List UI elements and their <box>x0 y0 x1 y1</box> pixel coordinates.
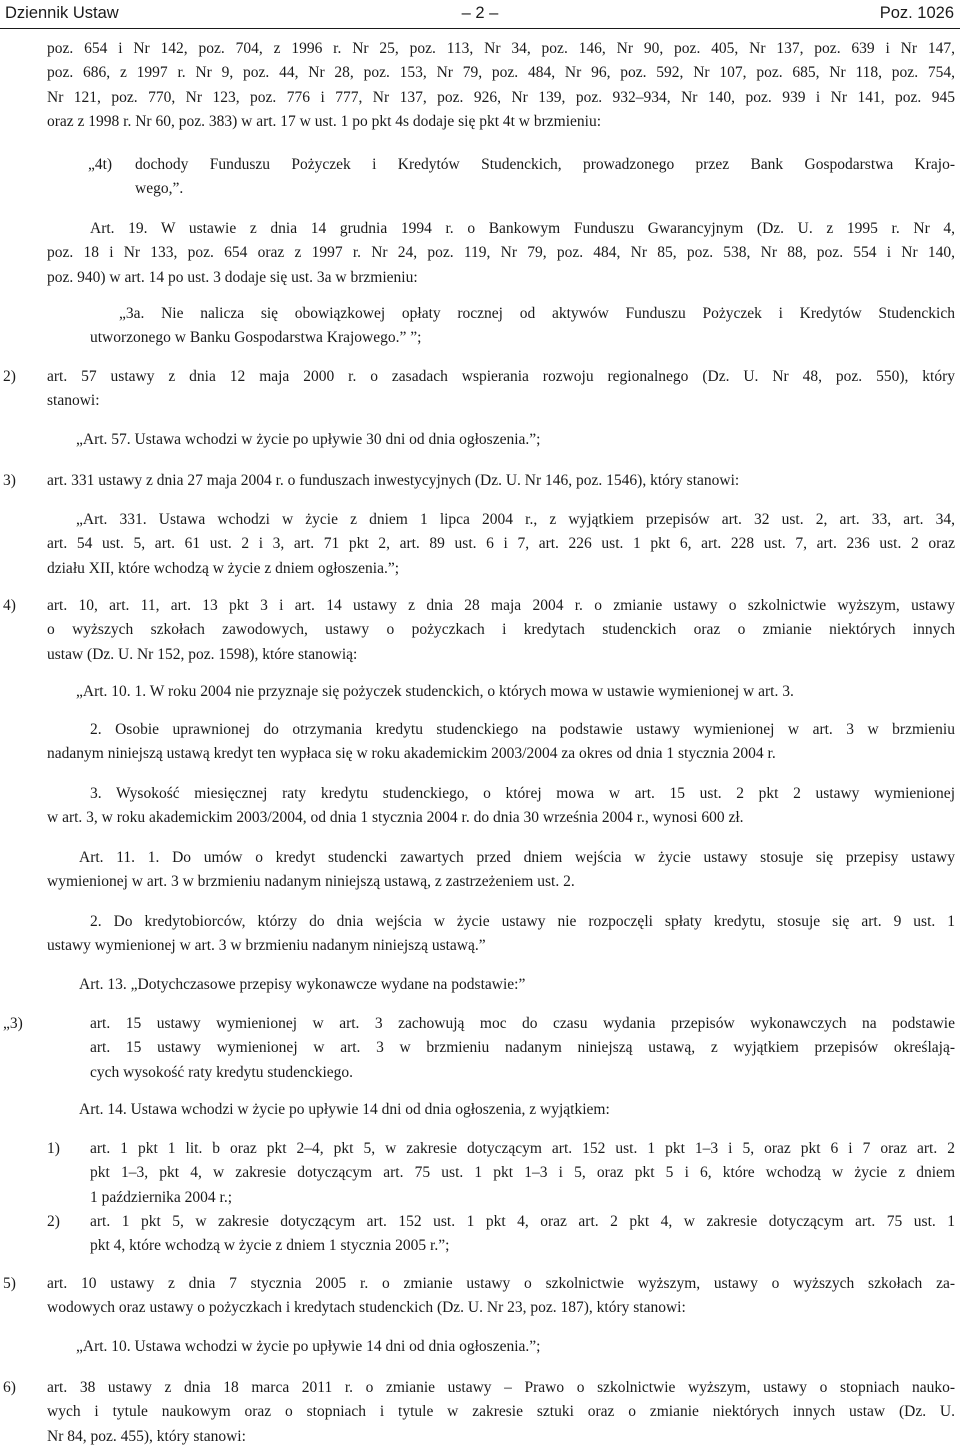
text-line: pkt 1–3, pkt 4, w zakresie dotyczącym art. 75 ust. 1 pkt 1–3 i 5, oraz pkt 5 i 6, które wchodzą w życie z dniem <box>90 1164 955 1182</box>
text-line: Art. 11. 1. Do umów o kredyt studencki zawartych przed dniem wejścia w życie ustawy stosuje się przepisy ustawy <box>79 849 955 866</box>
header-rule <box>0 28 960 29</box>
text-line: Art. 19. W ustawie z dnia 14 grudnia 1994 r. o Bankowym Funduszu Gwarancyjnym (Dz. U. z 1995 r. Nr 4, <box>90 220 955 237</box>
art-13-pkt-3 <box>90 1012 955 1085</box>
item-5 <box>47 1272 955 1321</box>
item-number: 2) <box>3 368 16 385</box>
text-line: „Art. 57. Ustawa wchodzi w życie po upływie 30 dni od dnia ogłoszenia.”; <box>76 431 541 448</box>
text-line: poz. 654 i Nr 142, poz. 704, z 1996 r. Nr 25, poz. 113, Nr 34, poz. 146, Nr 90, poz. 405, Nr 137, poz. 639 i Nr 147, <box>47 40 955 57</box>
text-line: Nr 84, poz. 455), który stanowi: <box>47 1427 246 1445</box>
page-header <box>0 4 960 26</box>
text-line: art. 38 ustawy z dnia 18 marca 2011 r. o zmianie ustawy – Prawo o szkolnictwie wyższym, ustawy o stopniach nauko- <box>47 1379 955 1396</box>
item-2 <box>47 365 955 414</box>
text-line: nadanym niniejszą ustawą kredyt ten wypłaca się w roku akademickim 2003/2004 za okres od dnia 1 stycznia 2004 r. <box>47 745 776 763</box>
text-line: art. 15 ustawy wymienionej w art. 3 w brzmieniu nadanym niniejszą ustawą, z wyjątkiem przepisów określają- <box>90 1039 955 1057</box>
text-line: „Art. 331. Ustawa wchodzi w życie z dniem 1 lipca 2004 r., z wyjątkiem przepisów art. 32 ust. 2, art. 33, art. 34, <box>76 511 955 528</box>
text-line: art. 15 ustawy wymienionej w art. 3 zachowują moc do czasu wydania przepisów wykonawczych na podstawie <box>90 1015 955 1032</box>
text-line: poz. 18 i Nr 133, poz. 654 oraz z 1997 r. Nr 24, poz. 119, Nr 79, poz. 484, Nr 85, poz. 538, Nr 88, poz. 554 i Nr 140, <box>47 244 955 262</box>
art-14-pkt-2 <box>90 1210 955 1259</box>
text-line: poz. 940) w art. 14 po ust. 3 dodaje się ust. 3a w brzmieniu: <box>47 268 418 286</box>
art-14 <box>79 1098 955 1122</box>
text-line: wego,”. <box>135 180 184 198</box>
item-number: 6) <box>3 1379 16 1396</box>
point-number: „3) <box>3 1015 23 1032</box>
text-line: Nr 121, poz. 770, Nr 123, poz. 776 i 777, Nr 137, poz. 926, Nr 139, poz. 932–934, Nr 140, poz. 939 i Nr 141, poz. 945 <box>47 88 955 106</box>
item-3 <box>47 469 955 493</box>
text-line: „Art. 10. 1. W roku 2004 nie przyznaje się pożyczek studenckich, o których mowa w ustawie wymienionej w art. 3. <box>76 683 794 700</box>
text-line: wymienionej w art. 3 w brzmieniu nadanym niniejszą ustawą, z zastrzeżeniem ust. 2. <box>47 873 575 891</box>
text-line: ustawy wymienionej w art. 3 w brzmieniu nadanym niniejszą ustawą.” <box>47 937 486 955</box>
text-line: wodowych oraz ustawy o pożyczkach i kredytach studenckich (Dz. U. Nr 23, poz. 187), który stanowi: <box>47 1299 686 1317</box>
text-line: dochody Funduszu Pożyczek i Kredytów Studenckich, prowadzonego przez Bank Gospodarstwa Krajo- <box>135 156 955 173</box>
text-line: Art. 14. Ustawa wchodzi w życie po upływie 14 dni od dnia ogłoszenia, z wyjątkiem: <box>79 1101 610 1118</box>
text-line: wych i tytule naukowym oraz o stopniach i tytule w zakresie sztuki oraz o zmianie niektórych innych ustaw (Dz. U. <box>47 1403 955 1421</box>
item-6 <box>47 1376 955 1449</box>
text-line: art. 10, art. 11, art. 13 pkt 3 i art. 14 ustawy z dnia 28 maja 2004 r. o zmianie ustawy o szkolnictwie wyższym, ustawy <box>47 597 955 614</box>
art-13 <box>79 973 955 997</box>
point-4t <box>135 153 955 202</box>
quote-art-57 <box>76 428 956 452</box>
quote-art-331 <box>47 508 955 581</box>
text-line: ustaw (Dz. U. Nr 152, poz. 1598), które stanowią: <box>47 645 358 663</box>
text-line: „Art. 10. Ustawa wchodzi w życie po upływie 14 dni od dnia ogłoszenia.”; <box>76 1338 541 1355</box>
text-line: art. 57 ustawy z dnia 12 maja 2000 r. o zasadach wspierania rozwoju regionalnego (Dz. U. Nr 48, poz. 550), który <box>47 368 955 385</box>
art-10-ust-3 <box>47 782 955 831</box>
text-line: pkt 4, które wchodzą w życie z dniem 1 stycznia 2005 r.”; <box>90 1237 450 1255</box>
text-line: art. 1 pkt 1 lit. b oraz pkt 2–4, pkt 5, w zakresie dotyczącym art. 152 ust. 1 pkt 1–3 i 5, oraz pkt 6 i 7 oraz art. 2 <box>90 1140 955 1157</box>
article-19 <box>47 217 955 290</box>
paragraph-intro <box>47 37 955 135</box>
item-number: 3) <box>3 472 16 489</box>
text-line: art. 54 ust. 5, art. 61 ust. 2 i 3, art. 71 pkt 2, art. 89 ust. 6 i 7, art. 226 ust. 1 pkt 6, art. 228 ust. 7, art. 236 ust. 2 oraz <box>47 535 955 553</box>
text-line: cych wysokość raty kredytu studenckiego. <box>90 1063 354 1081</box>
text-line: oraz z 1998 r. Nr 60, poz. 383) w art. 17 w ust. 1 po pkt 4s dodaje się pkt 4t w brzmieniu: <box>47 113 602 131</box>
text-line: w art. 3, w roku akademickim 2003/2004, od dnia 1 stycznia 2004 r. do dnia 30 września 2004 r., wynosi 600 zł. <box>47 809 744 827</box>
item-number: 5) <box>3 1275 16 1292</box>
text-line: poz. 686, z 1997 r. Nr 9, poz. 44, Nr 28, poz. 153, Nr 79, poz. 484, Nr 96, poz. 592, Nr 107, poz. 685, Nr 118, poz. 754, <box>47 64 955 82</box>
text-line: art. 10 ustawy z dnia 7 stycznia 2005 r. o zmianie ustawy o szkolnictwie wyższym, ustawy o wyższych szkołach za- <box>47 1275 955 1292</box>
item-number: 4) <box>3 597 16 614</box>
text-line: art. 1 pkt 5, w zakresie dotyczącym art. 152 ust. 1 pkt 4, oraz art. 2 pkt 4, w zakresie dotyczącym art. 75 ust. 1 <box>90 1213 955 1230</box>
paragraph-3a <box>90 302 955 351</box>
page-number: – 2 – <box>461 4 499 22</box>
art-14-pkt-1 <box>90 1137 955 1210</box>
journal-title: Dziennik Ustaw <box>5 4 119 22</box>
text-line: utworzonego w Banku Gospodarstwa Krajowego.” ”; <box>90 329 422 347</box>
art-10-ust-1 <box>76 680 956 704</box>
text-line: stanowi: <box>47 392 100 410</box>
text-line: art. 331 ustawy z dnia 27 maja 2004 r. o funduszach inwestycyjnych (Dz. U. Nr 146, poz. 1546), który stanowi: <box>47 472 740 489</box>
text-line: „3a. Nie nalicza się obowiązkowej opłaty rocznej od aktywów Funduszu Pożyczek i Kredytów Studenckich <box>119 305 955 322</box>
quote-art-10 <box>76 1335 956 1359</box>
point-number: 2) <box>47 1213 60 1230</box>
item-4 <box>47 594 955 667</box>
position-number: Poz. 1026 <box>879 4 954 22</box>
text-line: 2. Osobie uprawnionej do otrzymania kredytu studenckiego na podstawie ustawy wymienionej w art. 3 w brzmieniu <box>90 721 955 738</box>
text-line: działu XII, które wchodzą w życie z dniem ogłoszenia.”; <box>47 559 400 577</box>
point-number: 1) <box>47 1140 60 1157</box>
text-line: 3. Wysokość miesięcznej raty kredytu studenckiego, o której mowa w art. 15 ust. 2 pkt 2 ustawy wymienionej <box>90 785 955 802</box>
text-line: o wyższych szkołach zawodowych, ustawy o pożyczkach i kredytach studenckich oraz o zmianie niektórych innych <box>47 621 955 639</box>
point-number: „4t) <box>88 156 113 173</box>
art-10-ust-2 <box>47 718 955 767</box>
art-11-ust-1 <box>47 846 955 895</box>
text-line: 2. Do kredytobiorców, którzy do dnia wejścia w życie ustawy nie rozpoczęli spłaty kredytu, stosuje się art. 9 ust. 1 <box>90 913 955 930</box>
art-11-ust-2 <box>47 910 955 959</box>
text-line: Art. 13. „Dotychczasowe przepisy wykonawcze wydane na podstawie:” <box>79 976 526 993</box>
text-line: 1 października 2004 r.; <box>90 1188 233 1206</box>
